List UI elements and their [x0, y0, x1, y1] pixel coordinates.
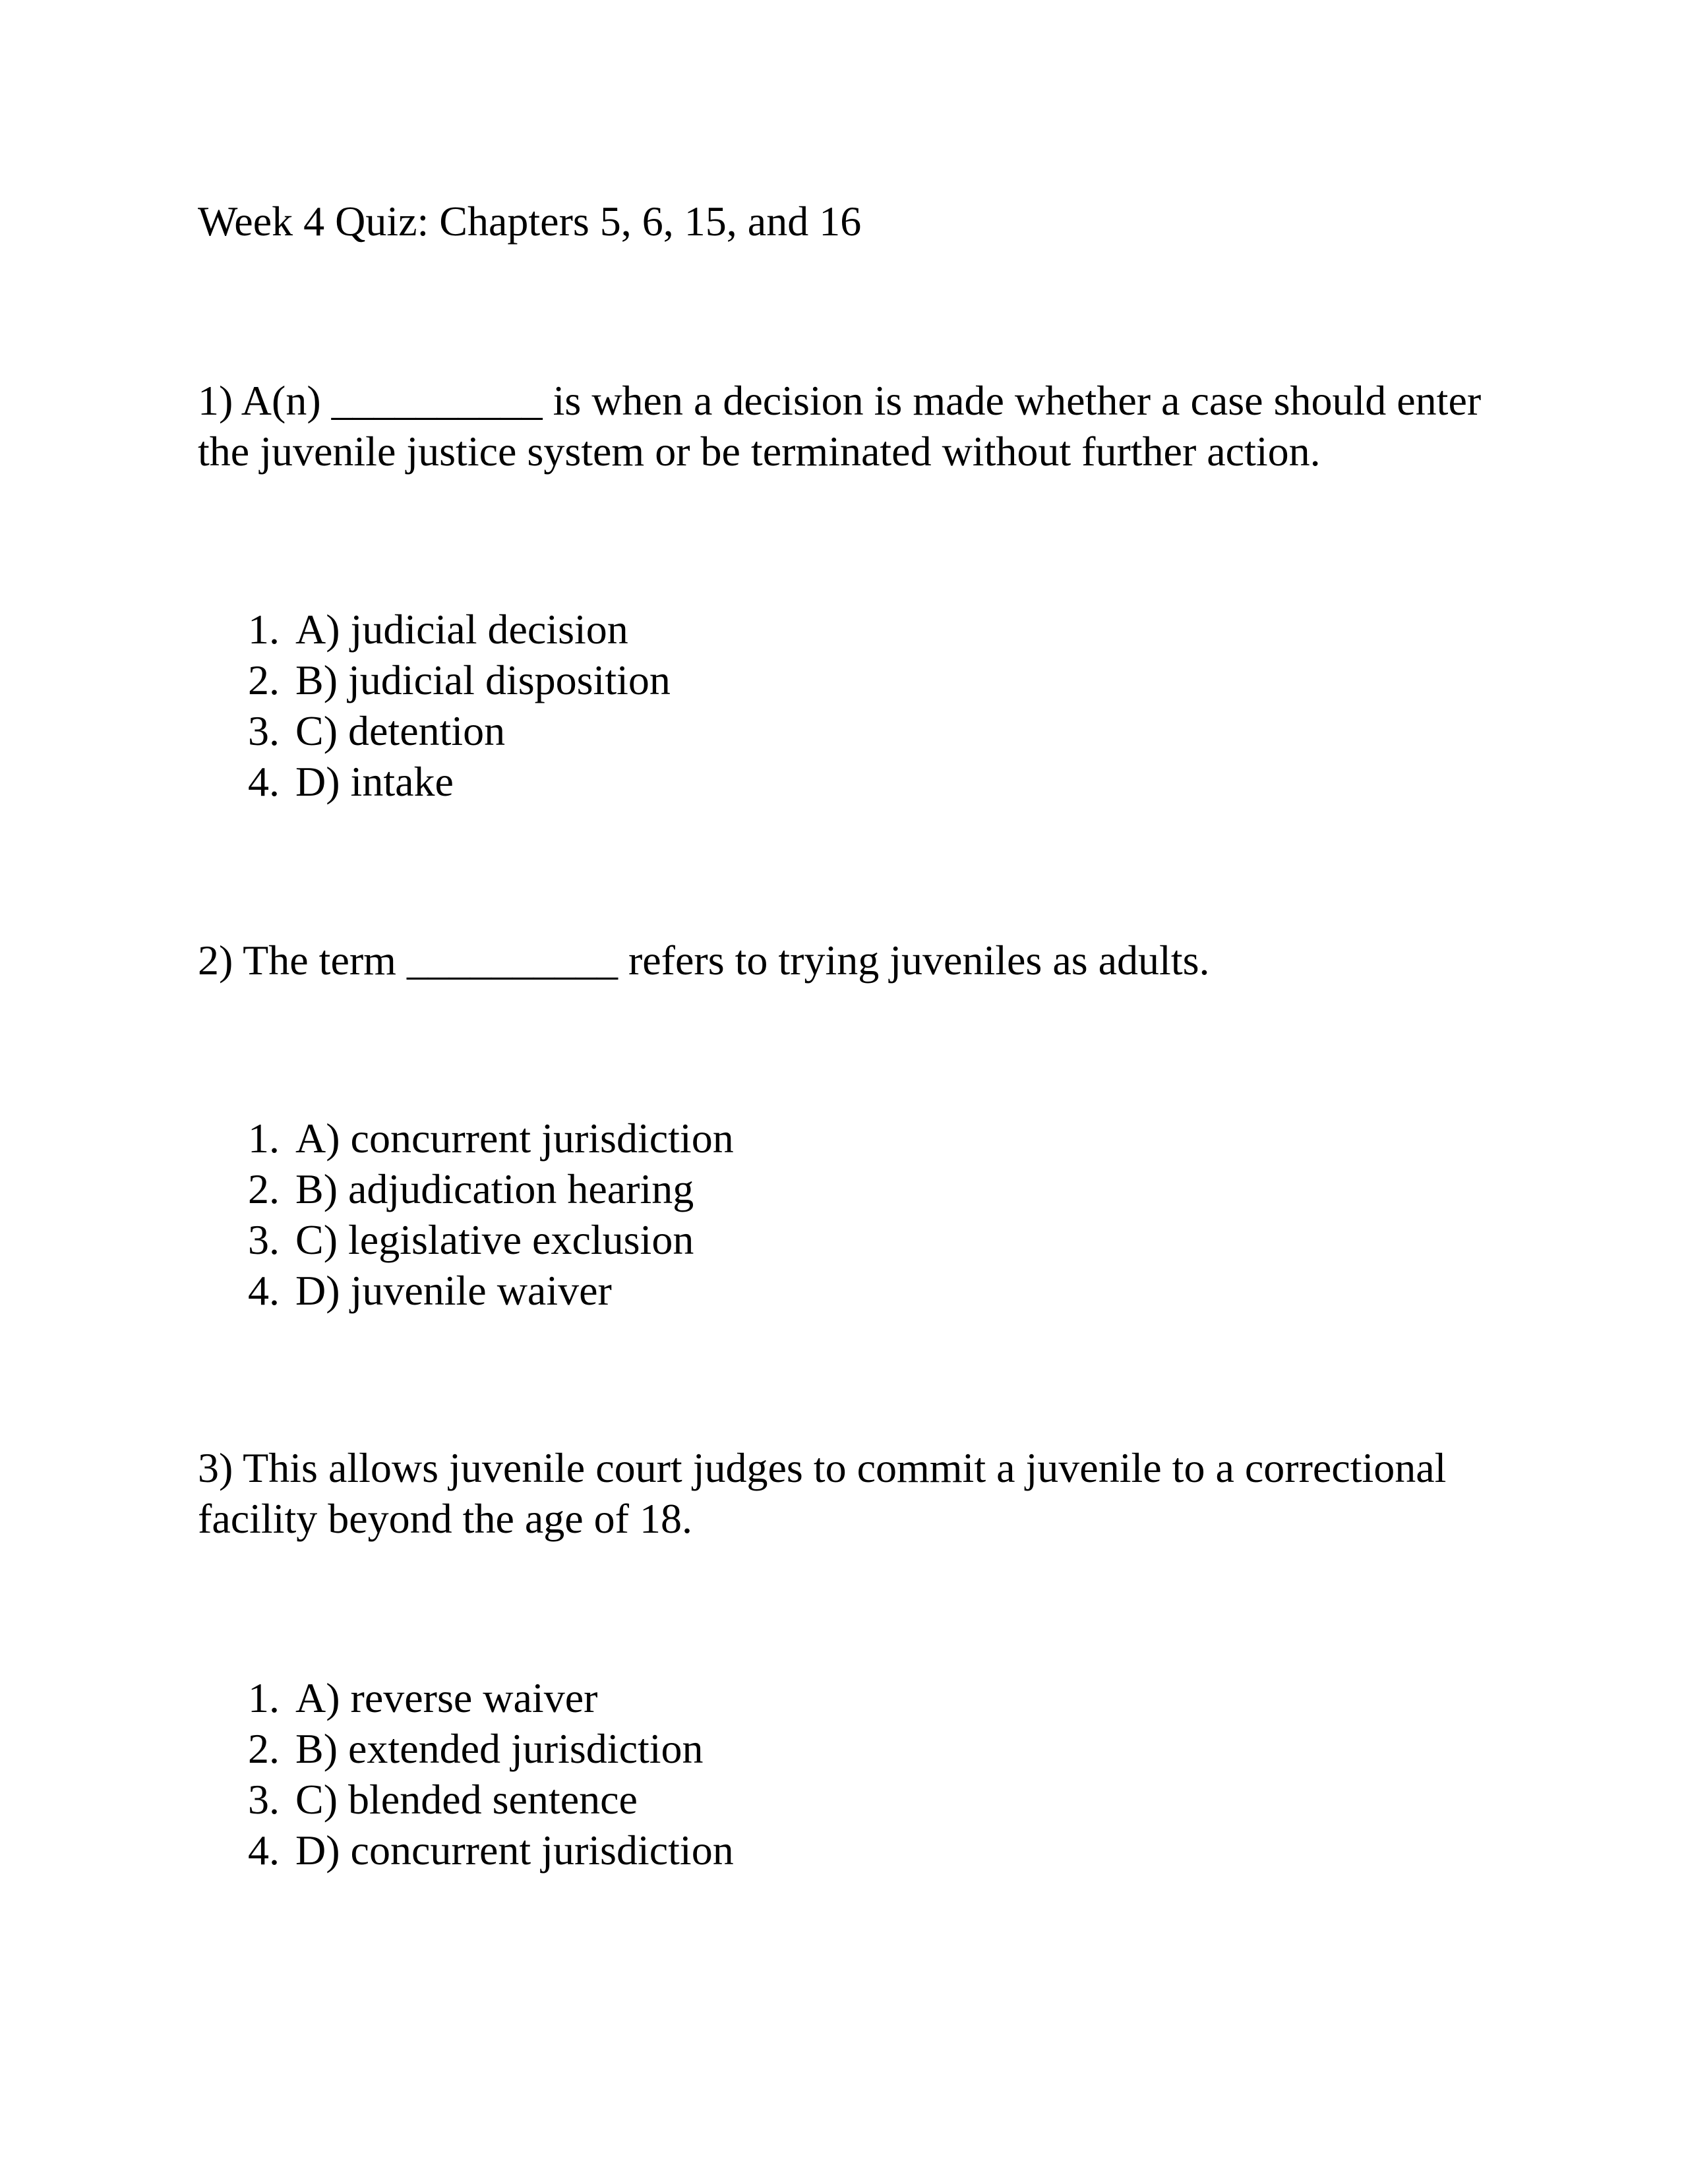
- option-text: C) detention: [295, 707, 506, 754]
- option-number: 1.: [248, 606, 280, 653]
- option-item: [248, 1164, 734, 1214]
- option-text: B) extended jurisdiction: [295, 1725, 704, 1772]
- option-number: 4.: [248, 1267, 280, 1314]
- option-item: [248, 655, 671, 705]
- option-number: 3.: [248, 1776, 280, 1823]
- option-item: [248, 1113, 734, 1164]
- option-text: A) concurrent jurisdiction: [295, 1115, 734, 1162]
- option-item: [248, 604, 671, 655]
- option-item: [248, 1825, 734, 1875]
- question-1-options: [248, 604, 671, 807]
- option-item: [248, 1774, 734, 1825]
- option-number: 2.: [248, 1166, 280, 1212]
- option-text: D) juvenile waiver: [295, 1267, 612, 1314]
- option-text: B) judicial disposition: [295, 657, 671, 703]
- option-item: [248, 1672, 734, 1723]
- option-number: 1.: [248, 1115, 280, 1162]
- option-text: D) concurrent jurisdiction: [295, 1827, 734, 1874]
- option-number: 1.: [248, 1674, 280, 1721]
- option-text: D) intake: [295, 758, 454, 805]
- page-title: Week 4 Quiz: Chapters 5, 6, 15, and 16: [198, 198, 862, 245]
- option-number: 3.: [248, 1216, 280, 1263]
- option-number: 2.: [248, 1725, 280, 1772]
- option-text: B) adjudication hearing: [295, 1166, 694, 1212]
- option-number: 4.: [248, 1827, 280, 1874]
- option-text: C) legislative exclusion: [295, 1216, 694, 1263]
- option-number: 2.: [248, 657, 280, 703]
- question-2-options: [248, 1113, 734, 1316]
- question-1-text: 1) A(n) __________ is when a decision is made whether a case should enter the juvenile justice system or be terminated without further action.: [198, 377, 1492, 475]
- option-text: A) reverse waiver: [295, 1674, 598, 1721]
- option-item: [248, 1265, 734, 1316]
- option-text: A) judicial decision: [295, 606, 628, 653]
- option-item: [248, 756, 671, 807]
- question-3-text: 3) This allows juvenile court judges to commit a juvenile to a correctional facility beyond the age of 18.: [198, 1444, 1457, 1542]
- option-item: [248, 1723, 734, 1774]
- option-number: 3.: [248, 707, 280, 754]
- question-2-text: 2) The term __________ refers to trying juveniles as adults.: [198, 937, 1210, 984]
- question-3-options: [248, 1672, 734, 1875]
- option-number: 4.: [248, 758, 280, 805]
- option-item: [248, 705, 671, 756]
- option-item: [248, 1214, 734, 1265]
- option-text: C) blended sentence: [295, 1776, 638, 1823]
